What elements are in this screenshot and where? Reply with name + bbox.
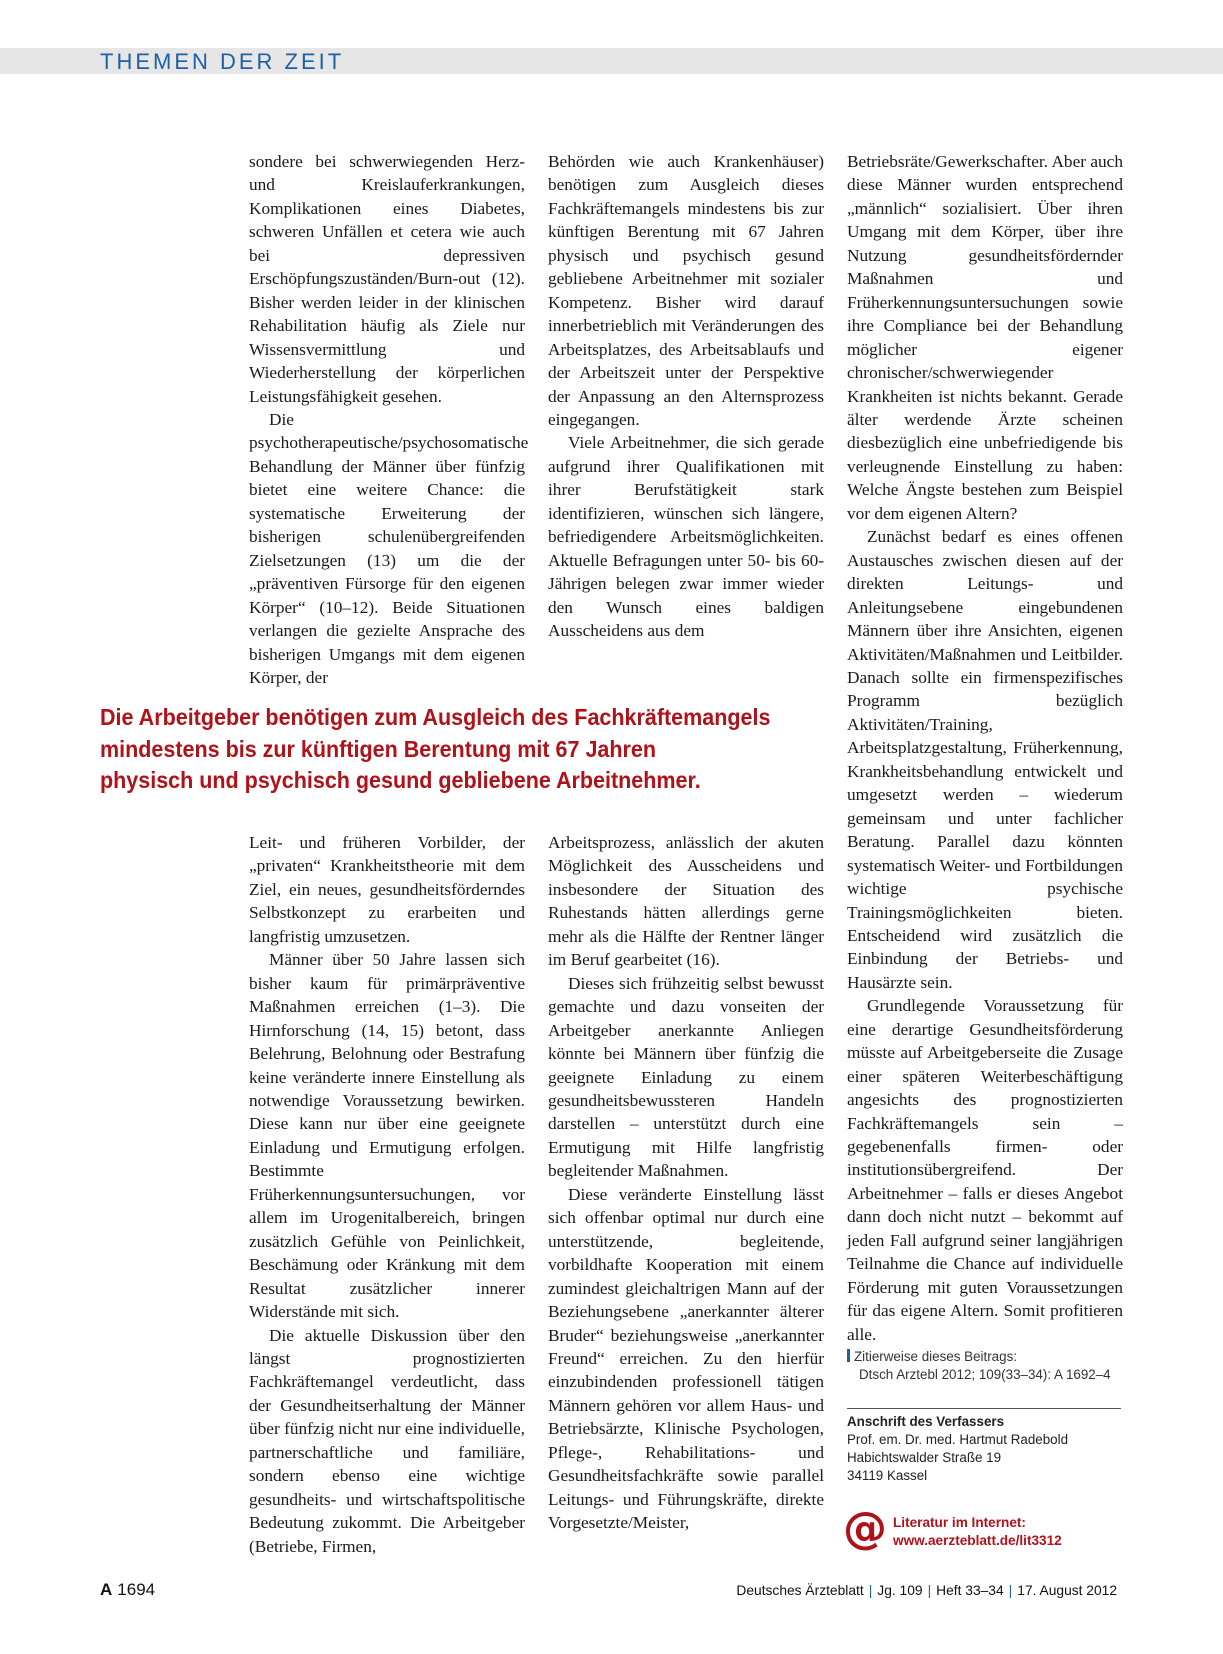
literature-label: Literatur im Internet: xyxy=(893,1515,1026,1530)
citation-reference: Dtsch Arztebl 2012; 109(33–34): A 1692–4 xyxy=(859,1367,1111,1382)
citation-label: Zitierweise dieses Beitrags: xyxy=(854,1349,1017,1364)
paragraph: Behörden wie auch Krankenhäuser) benötigen zum Ausgleich dieses Fachkräftemangels mindestens bis zur künftigen Berentung mit 67 Jahren physisch und psychisch gesund gebliebene Arbeitnehmer mit sozialer Kompetenz. Bisher wird darauf innerbetrieblich mit Veränderungen des Arbeitsplatzes, des Arbeitsablaufs und der Arbeitszeit unter der Perspektive der Anpassung an den Alternsprozess eingegangen. xyxy=(548,152,824,429)
journal-name: Deutsches Ärzteblatt xyxy=(736,1583,864,1598)
journal-date: 17. August 2012 xyxy=(1017,1583,1117,1598)
column-bottom-middle xyxy=(548,831,824,1535)
page-number-value: 1694 xyxy=(117,1580,156,1599)
paragraph: Die psychotherapeutische/psychosomatische Behandlung der Männer über fünfzig bietet eine weitere Chance: die systematische Erweiterung der bisherigen schulenübergreifenden Zielsetzungen (13) um die der „präventiven Fürsorge für den eigenen Körper“ (10–12). Beide Situationen verlangen die gezielte Ansprache des bisherigen Umgangs mit dem eigenen Körper, der xyxy=(249,409,529,687)
paragraph: Arbeitsprozess, anlässlich der akuten Möglichkeit des Ausscheidens und insbesondere der Situation des Ruhestands hätten allerdings gerne mehr als die Hälfte der Rentner länger im Beruf gearbeitet (16). xyxy=(548,833,824,970)
citation-marker xyxy=(847,1349,850,1362)
journal-issue: Heft 33–34 xyxy=(936,1583,1004,1598)
column-right xyxy=(847,150,1123,1346)
paragraph: Betriebsräte/Gewerkschafter. Aber auch diese Männer wurden entsprechend „männlich“ sozialisiert. Über ihren Umgang mit dem Körper, über ihre Nutzung gesundheitsfördernder Maßnahmen und Früherkennungsuntersuchungen sowie ihre Compliance bei der Behandlung möglicher eigener chronischer/schwerwiegender Krankheiten ist nichts bekannt. Gerade älter werdende Ärzte scheinen diesbezüglich eine unbefriedigende bis verleugnende Einstellung zu haben: Welche Ängste bestehen zum Beispiel vor dem eigenen Altern? xyxy=(847,152,1123,523)
page-number xyxy=(100,1580,155,1600)
paragraph: Leit- und früheren Vorbilder, der „privaten“ Krankheitstheorie mit dem Ziel, ein neues, gesundheitsförderndes Selbstkonzept zu erarbeiten und langfristig umzusetzen. xyxy=(249,833,525,946)
paragraph: Zunächst bedarf es eines offenen Austausches zwischen diesen auf der direkten Leitungs- und Anleitungsebene eingebundenen Männern über ihre Ansichten, eigenen Aktivitäten/Maßnahmen und Leitbilder. Danach sollte ein firmenspezifisches Programm bezüglich Aktivitäten/Training, Arbeitsplatzgestaltung, Früherkennung, Krankheitsbehandlung entwickelt und umgesetzt werden – wiederum gemeinsam und unter fachlicher Beratung. Parallel dazu könnten systematisch Weiter- und Fortbildungen wichtige psychische Trainingsmöglichkeiten bieten. Entscheidend wird zusätzlich die Einbindung der Betriebs- und Hausärzte sein. xyxy=(847,527,1123,992)
literature-link[interactable] xyxy=(893,1514,1062,1550)
paragraph: Männer über 50 Jahre lassen sich bisher kaum für primärpräventive Maßnahmen erreichen (1–3). Die Hirnforschung (14, 15) betont, dass Belehrung, Belohnung oder Bestrafung keine veränderte innere Einstellung als notwendige Voraussetzung bewirken. Diese kann nur über eine geeignete Einladung und Ermutigung erfolgen. Bestimmte Früherkennungsuntersuchungen, vor allem im Urogenitalbereich, bringen zusätzlich Gefühle von Peinlichkeit, Beschämung oder Kränkung mit dem Resultat zusätzlicher innerer Widerstände mit sich. xyxy=(249,950,525,1322)
column-top-middle xyxy=(548,150,824,643)
at-icon: @ xyxy=(843,1503,887,1554)
pull-quote-line: physisch und psychisch gesund gebliebene Arbeitnehmer. xyxy=(100,767,701,793)
paragraph: Diese veränderte Einstellung lässt sich offenbar optimal nur durch eine unterstützende, begleitende, vorbildhafte Kooperation mit einem zumindest gleichaltrigen Mann auf der Beziehungsebene „anerkannter älterer Bruder“ beziehungsweise „anerkannter Freund“ erreichen. Zu den hierfür einzubindenden professionell tätigen Männern gehören vor allem Haus- und Betriebsärzte, Klinische Psychologen, Pflege-, Rehabilitations- und Gesundheitsfachkräfte sowie parallel Leitungs- und Führungskräfte, direkte Vorgesetzte/Meister, xyxy=(548,1184,824,1533)
paragraph: sondere bei schwerwiegenden Herz- und Kreislauferkrankungen, Komplikationen eines Diabetes, schweren Unfällen et cetera wie auch bei depressiven Erschöpfungszuständen/Burn-out (12). Bisher werden leider in der klinischen Rehabilitation häufig als Ziele nur Wissensvermittlung und Wiederherstellung der körperlichen Leistungsfähigkeit gesehen. xyxy=(249,152,525,406)
citation-block xyxy=(847,1348,1123,1384)
address-line: 34119 Kassel xyxy=(847,1468,928,1483)
paragraph: Die aktuelle Diskussion über den längst prognostizierten Fachkräftemangel verdeutlicht, dass der Gesundheitserhaltung der Männer über fünfzig nicht nur eine individuelle, partnerschaftliche und familiäre, sondern ebenso eine wichtige gesundheits- und wirtschaftspolitische Bedeutung zukommt. Die Arbeitgeber (Betriebe, Firmen, xyxy=(249,1325,525,1556)
literature-url[interactable]: www.aerzteblatt.de/lit3312 xyxy=(893,1533,1062,1548)
journal-info xyxy=(736,1583,1117,1598)
address-line: Prof. em. Dr. med. Hartmut Radebold xyxy=(847,1432,1069,1447)
separator: | xyxy=(927,1583,932,1598)
separator: | xyxy=(868,1583,873,1598)
section-title: THEMEN DER ZEIT xyxy=(100,49,345,74)
paragraph: Viele Arbeitnehmer, die sich gerade aufgrund ihrer Qualifikationen mit ihrer Berufstätigkeit stark identifizieren, wünschen sich längere, befriedigendere Arbeitsmöglichkeiten. Aktuelle Befragungen unter 50- bis 60-Jährigen belegen zwar immer wieder den Wunsch eines baldigen Ausscheidens aus dem xyxy=(548,433,824,641)
separator: | xyxy=(1008,1583,1013,1598)
address-line: Habichtswalder Straße 19 xyxy=(847,1450,1002,1465)
column-top-left xyxy=(249,150,529,689)
address-heading: Anschrift des Verfassers xyxy=(847,1414,1005,1429)
address-divider xyxy=(847,1408,1121,1409)
page-prefix: A xyxy=(100,1580,113,1599)
pull-quote xyxy=(100,702,781,797)
author-address xyxy=(847,1413,1123,1485)
paragraph: Dieses sich frühzeitig selbst bewusst gemachte und dazu vonseiten der Arbeitgeber anerkannte Anliegen könnte bei Männern über fünfzig die geeignete Einladung zu einem gesundheitsbewussteren Handeln darstellen – unterstützt durch eine Ermutigung mit Hilfe langfristig begleitender Maßnahmen. xyxy=(548,973,824,1181)
journal-volume: Jg. 109 xyxy=(877,1583,923,1598)
paragraph: Grundlegende Voraussetzung für eine derartige Gesundheitsförderung müsste auf Arbeitgeberseite die Zusage einer späteren Weiterbeschäftigung angesichts des prognostizierten Fachkräftemangels sein – gegebenenfalls firmen- oder institutionsübergreifend. Der Arbeitnehmer – falls er dieses Angebot dann doch nicht nutzt – bekommt auf jeden Fall aufgrund seiner langjährigen Teilnahme die Chance auf individuelle Förderung mit guten Voraussetzungen für das eigene Altern. Somit profitieren alle. xyxy=(847,996,1123,1344)
pull-quote-line: mindestens bis zur künftigen Berentung mit 67 Jahren xyxy=(100,735,657,762)
pull-quote-line: Die Arbeitgeber benötigen zum Ausgleich des Fachkräftemangels xyxy=(100,704,771,730)
column-bottom-left xyxy=(249,831,525,1558)
